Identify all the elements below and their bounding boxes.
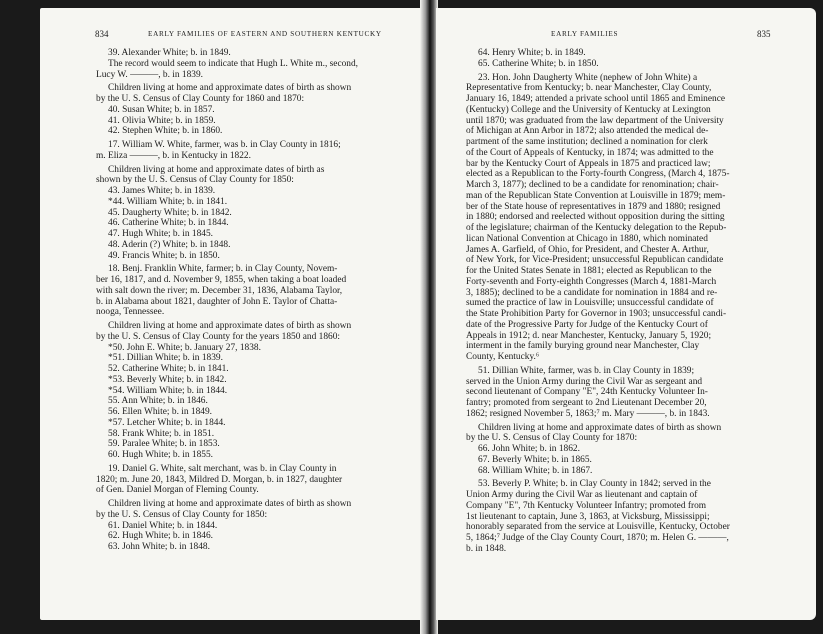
text-line: in 1880; endorsed and reelected without opposition during the sitting [466,212,725,223]
left-page-number: 834 [95,29,109,39]
text-line: 56. Ellen White; b. in 1849. [108,407,212,417]
text-line: 65. Catherine White; b. in 1850. [478,58,599,69]
text-line: second lieutenant of Company "E", 24th Kentucky Volunteer In- [466,387,708,398]
text-line: the State Prohibition Party for Governor in 1903; unsuccessful candi- [466,309,727,319]
left-running-head [95,29,382,39]
text-line: *44. William White; b. in 1841. [108,196,228,207]
text-line: James A. Garfield, of Ohio, for President, and Chester A. Arthur, [466,244,709,255]
text-line: 39. Alexander White; b. in 1849. [108,48,231,58]
text-line: *50. John E. White; b. January 27, 1838. [108,342,261,353]
text-line: Children living at home and approximate dates of birth as shown [108,321,352,331]
text-line: shown by the U. S. Census of Clay County for 1850: [96,175,294,186]
text-line: 3, 1885); declined to be a candidate for nomination in 1884 and re- [466,287,718,298]
text-line: by the U. S. Census of Clay County for the years 1850 and 1860: [96,331,340,342]
text-line: Lucy W. ———, b. in 1839. [96,69,204,80]
text-line: ber of the State house of representatives in 1879 and 1880; resigned [466,201,721,212]
text-line: of Michigan at Ann Arbor in 1872; also attended the medical de- [466,126,709,137]
text-line: 58. Frank White; b. in 1851. [108,428,215,439]
right-running-title: EARLY FAMILIES [551,30,619,38]
text-line: 47. Hugh White; b. in 1845. [108,229,214,239]
text-line: 1862; resigned November 5, 1863;⁷ m. Mary ———, b. in 1843. [466,408,710,419]
text-line: 59. Paralee White; b. in 1853. [108,439,220,450]
text-line: 46. Catherine White; b. in 1844. [108,218,229,229]
left-running-title: EARLY FAMILIES OF EASTERN AND SOUTHERN KENTUCKY [148,30,382,38]
text-line: Union Army during the Civil War as lieutenant and captain of [466,490,698,500]
text-line: 63. John White; b. in 1848. [108,542,210,552]
text-line: Representative from Kentucky; b. near Manchester, Clay County, [466,83,712,94]
text-line: 1820; m. June 20, 1843, Mildred D. Morgan, b. in 1827, daughter [96,474,343,485]
text-line: nooga, Tennessee. [96,307,165,318]
text-line: 17. William W. White, farmer, was b. in Clay County in 1816; [108,140,341,150]
text-line: lican National Convention at Chicago in 1880, which nominated [466,233,708,244]
text-line: 51. Dillian White, farmer, was b. in Clay County in 1839; [478,365,695,376]
text-line: *51. Dillian White; b. in 1839. [108,353,223,364]
text-line: Children living at home and approximate dates of birth as [108,164,325,175]
text-line: The record would seem to indicate that Hugh L. White m., second, [108,58,359,69]
left-page-text [96,48,428,553]
right-page-number: 835 [757,29,771,39]
text-line: (Kentucky) College and the University of Kentucky at Lexington [466,104,711,115]
text-line: for the United States Senate in 1881; elected as Republican to the [466,266,712,276]
text-line: of the legislature; chairman of the Kentucky delegation to the Repub- [466,223,727,233]
text-line: Children living at home and approximate dates of birth as shown [108,83,352,94]
text-line: 60. Hugh White; b. in 1855. [108,450,214,460]
text-line: until 1870; was graduated from the law department of the University [466,115,724,126]
text-line: *57. Letcher White; b. in 1844. [108,417,226,428]
text-line: 61. Daniel White; b. in 1844. [108,520,218,531]
text-line: 23. Hon. John Daugherty White (nephew of John White) a [478,72,698,83]
text-line: 66. John White; b. in 1862. [478,444,580,454]
text-line: 41. Olivia White; b. in 1859. [108,115,216,126]
text-line: Appeals in 1912; d. near Manchester, Kentucky, January 5, 1920; [466,330,712,341]
text-line: 19. Daniel G. White, salt merchant, was b. in Clay County in [108,463,337,474]
text-line: bar by the Kentucky Court of Appeals in 1875 and practiced law; [466,158,711,169]
text-line: 62. Hugh White; b. in 1846. [108,531,214,542]
text-line: County, Kentucky.⁶ [466,352,540,362]
text-line: b. in Alabama about 1821, daughter of John E. Taylor of Chatta- [96,296,338,307]
text-line: elected as a Republican to the Forty-fourth Congress, (March 4, 1875- [466,169,730,180]
text-line: January 16, 1849; attended a private school until 1865 and Eminence [466,94,726,104]
text-line: 53. Beverly P. White; b. in Clay County in 1842; served in the [478,479,711,490]
text-line: by the U. S. Census of Clay County for 1860 and 1870: [96,94,305,104]
text-line: of Gen. Daniel Morgan of Fleming County. [96,485,259,496]
text-line: of New York, for Vice-President; unsuccessful Republican candidate [466,255,724,266]
text-line: served in the Union Army during the Civil War as sergeant and [466,376,703,387]
text-line: partment of the same institution; declined a nomination for clerk [466,137,708,147]
right-page-text [466,48,778,555]
text-line: honorably separated from the service at Louisville, Kentucky, October [466,522,730,533]
text-line: 68. William White; b. in 1867. [478,465,593,476]
left-page [40,8,428,620]
text-line: 18. Benj. Franklin White, farmer; b. in Clay County, Novem- [108,264,338,275]
text-line: Children living at home and approximate dates of birth as shown [478,422,722,433]
text-line: 48. Aderin (?) White; b. in 1848. [108,239,231,250]
text-line: *54. William White; b. in 1844. [108,385,228,396]
right-page [436,8,816,620]
text-line: b. in 1848. [466,543,507,554]
text-line: 42. Stephen White; b. in 1860. [108,126,223,137]
text-line: fantry; promoted from sergeant to 2nd Lieutenant December 20, [466,398,707,408]
text-line: ber 16, 1817, and d. November 9, 1855, when taking a boat loaded [96,275,347,285]
text-line: of the Court of Appeals of Kentucky, in 1874; was admitted to the [466,147,714,158]
text-line: March 3, 1877); declined to be a candidate for renomination; chair- [466,180,719,190]
text-line: Forty-seventh and Forty-eighth Congresses (March 4, 1881-March [466,276,717,287]
text-line: 49. Francis White; b. in 1850. [108,250,220,261]
text-line: date of the Progressive Party for Judge of the Kentucky Court of [466,319,708,330]
text-line: 52. Catherine White; b. in 1841. [108,364,229,374]
text-line: 64. Henry White; b. in 1849. [478,48,586,58]
text-line: with salt down the river; m. December 31, 1836, Alabama Taylor, [96,285,343,296]
text-line: sumed the practice of law in Louisville; unsuccessful candidate of [466,298,714,309]
text-line: 67. Beverly White; b. in 1865. [478,454,592,465]
text-line: interment in the family burying ground near Manchester, Clay [466,341,700,352]
text-line: 1st lieutenant to captain, June 3, 1863, at Vicksburg, Mississippi; [466,511,710,522]
text-line: m. Eliza ———, b. in Kentucky in 1822. [96,150,251,161]
text-line: 5, 1864;⁷ Judge of the Clay County Court, 1870; m. Helen G. ———, [466,533,729,543]
text-line: by the U. S. Census of Clay County for 1850: [96,509,268,520]
text-line: by the U. S. Census of Clay County for 1870: [466,433,638,444]
text-line: *53. Beverly White; b. in 1842. [108,374,227,385]
text-line: 55. Ann White; b. in 1846. [108,396,208,407]
text-line: 45. Daugherty White; b. in 1842. [108,207,232,218]
text-line: Company "E", 7th Kentucky Volunteer Infantry; promoted from [466,500,707,511]
text-line: man of the Republican State Convention at Louisville in 1879; mem- [466,190,726,201]
text-line: 43. James White; b. in 1839. [108,186,216,196]
text-line: 40. Susan White; b. in 1857. [108,104,215,115]
text-line: Children living at home and approximate dates of birth as shown [108,499,352,509]
